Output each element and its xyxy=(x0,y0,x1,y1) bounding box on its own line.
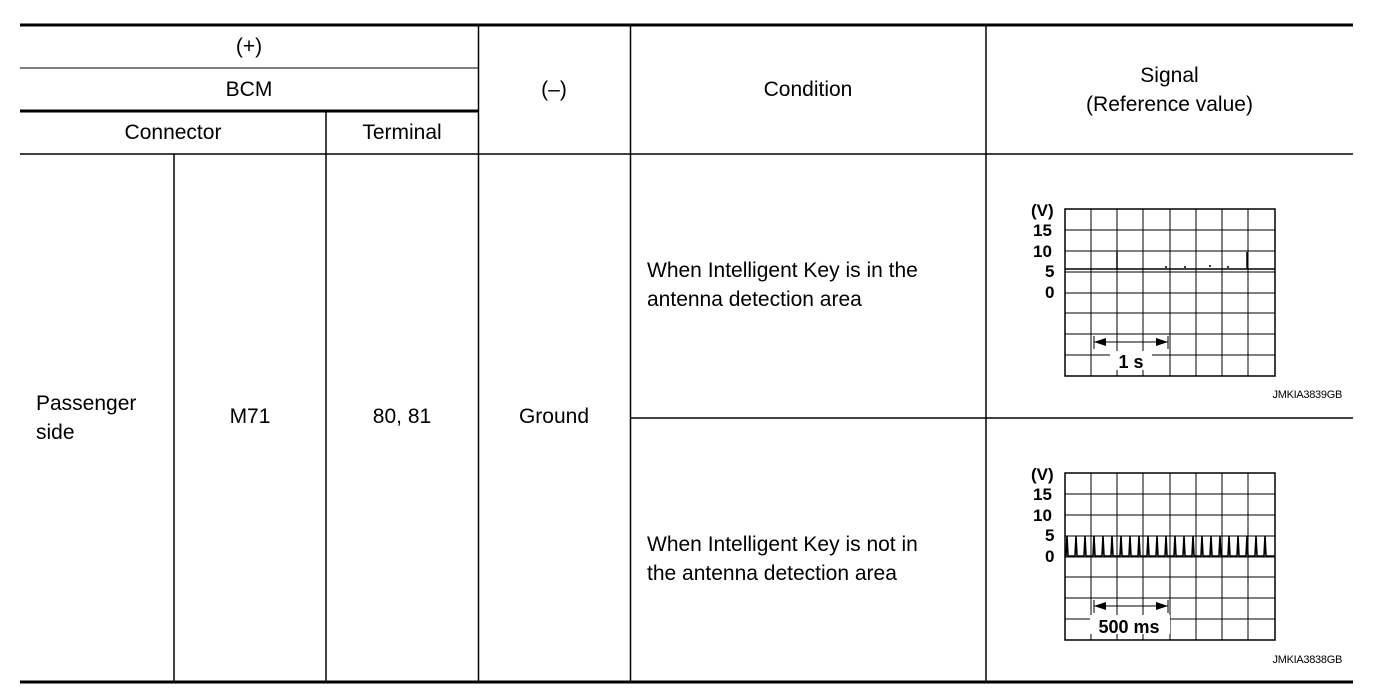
waveform-tick-0: 0 xyxy=(1045,283,1055,302)
cell-terminal: 80, 81 xyxy=(372,404,432,428)
cell-condition-in-area: When Intelligent Key is in the antenna detection area xyxy=(647,259,918,311)
cell-side: Passenger side xyxy=(36,392,137,444)
header-bcm: BCM xyxy=(225,78,273,101)
waveform-tick-5: 5 xyxy=(1045,526,1055,545)
waveform-time-label: 500 ms xyxy=(1098,617,1160,637)
header-signal: Signal (Reference value) xyxy=(1086,63,1253,116)
waveform-time-label: 1 s xyxy=(1118,352,1144,372)
waveform-tick-10: 10 xyxy=(1033,506,1052,525)
waveform-tick-15: 15 xyxy=(1033,485,1052,504)
figure-code-1: JMKIA3839GB xyxy=(1272,389,1342,401)
header-minus: (–) xyxy=(541,78,567,101)
waveform-tick-15: 15 xyxy=(1033,221,1052,240)
header-plus: (+) xyxy=(235,35,263,58)
waveform-unit-label: (V) xyxy=(1031,201,1054,220)
waveform-tick-5: 5 xyxy=(1045,262,1055,281)
figure-code-2: JMKIA3838GB xyxy=(1272,654,1342,666)
cell-condition-not-in-area: When Intelligent Key is not in the antenna detection area xyxy=(647,533,918,585)
waveform-tick-10: 10 xyxy=(1033,242,1052,261)
waveform-tick-0: 0 xyxy=(1045,547,1055,566)
cell-connector: M71 xyxy=(229,404,271,428)
waveform-unit-label: (V) xyxy=(1031,465,1054,484)
cell-ground: Ground xyxy=(518,404,590,428)
header-condition: Condition xyxy=(763,78,853,101)
oscilloscope-waveform-in-area xyxy=(1030,196,1280,378)
oscilloscope-waveform-not-in-area xyxy=(1030,460,1280,642)
header-connector: Connector xyxy=(124,121,222,144)
header-terminal: Terminal xyxy=(362,121,442,144)
